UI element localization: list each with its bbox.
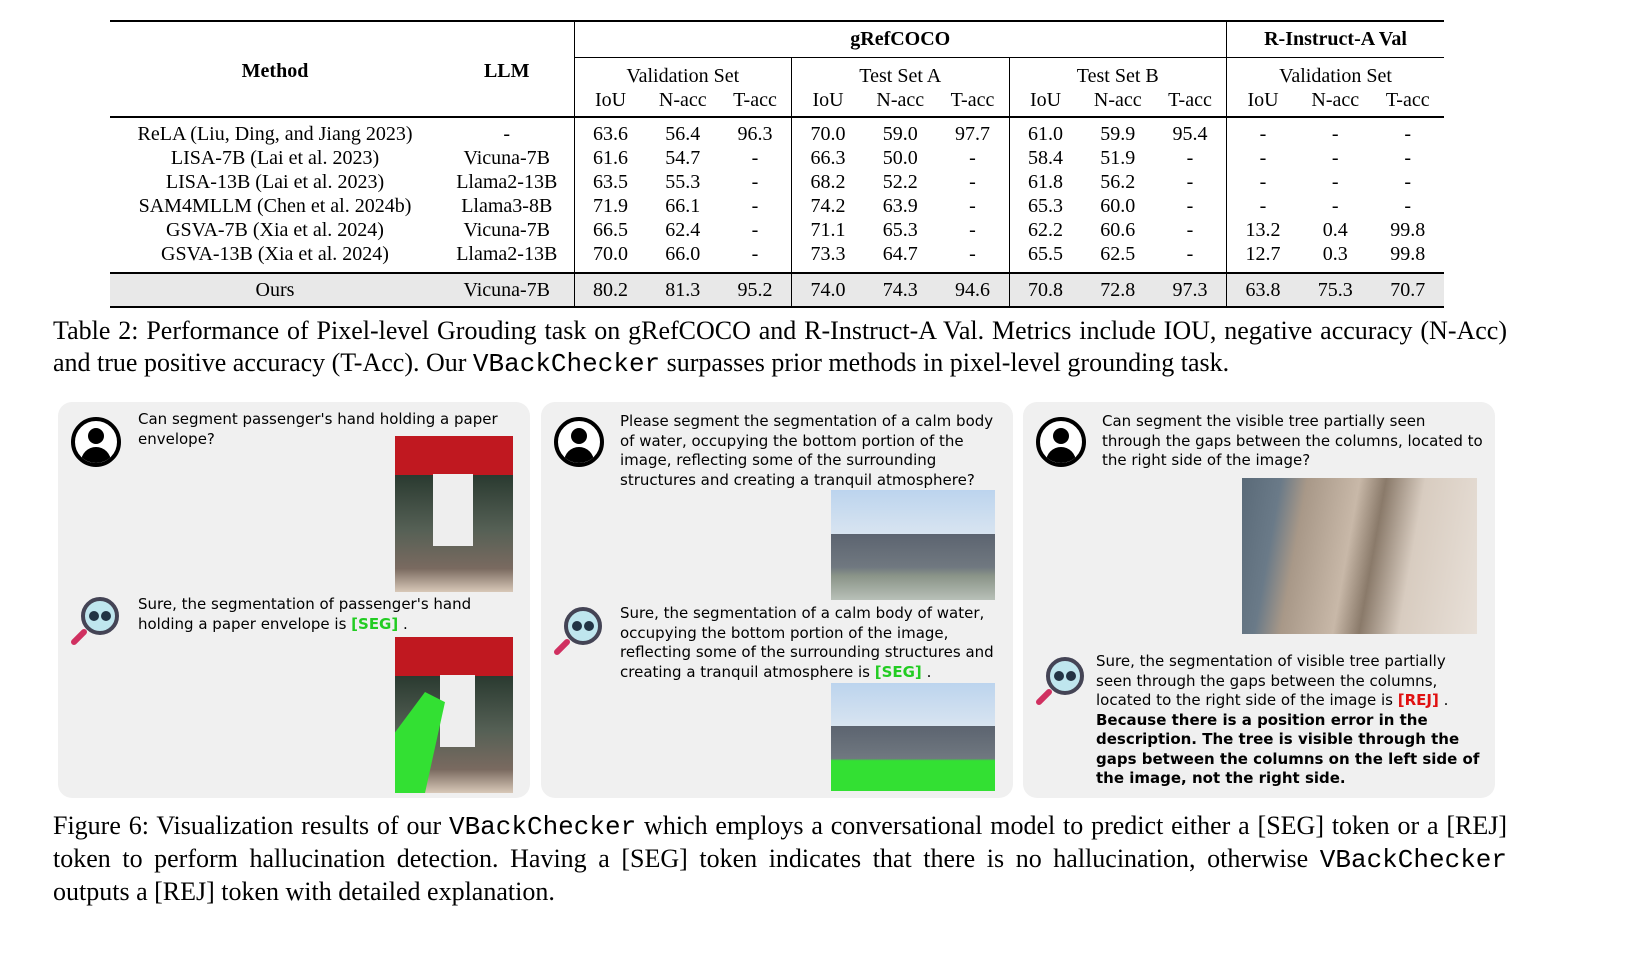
- value-cell: 63.9: [882, 194, 918, 217]
- value-cell: 56.4: [665, 122, 701, 145]
- value-cell: 63.6: [574, 117, 647, 146]
- split-header: Validation Set: [574, 57, 792, 88]
- value-cell: 71.1: [792, 218, 865, 242]
- value-cell: -: [969, 170, 976, 193]
- table-row: [110, 170, 1444, 194]
- seg-token: [SEG]: [874, 662, 922, 681]
- value-cell: 59.0: [882, 122, 918, 145]
- method-cell: ReLA (Liu, Ding, and Jiang 2023): [137, 122, 413, 145]
- metric-header: IoU: [792, 88, 865, 117]
- value-cell: 96.3: [737, 122, 773, 145]
- metric-header: T-acc: [733, 88, 777, 111]
- value-cell: 62.2: [1009, 218, 1082, 242]
- metric-header: T-acc: [1168, 88, 1212, 111]
- value-cell: 62.5: [1100, 242, 1136, 265]
- answer-end: .: [1443, 691, 1449, 709]
- value-cell: -: [751, 194, 759, 217]
- metric-header: N-acc: [1093, 88, 1142, 111]
- figure-caption: [53, 810, 1507, 908]
- input-image: [395, 436, 513, 592]
- value-cell: -: [1186, 170, 1194, 193]
- llm-header: LLM: [440, 21, 574, 117]
- caption-text: Figure 6: Visualization results of our: [53, 811, 449, 840]
- value-cell: 60.0: [1100, 194, 1136, 217]
- value-cell: 94.6: [937, 273, 1010, 307]
- metric-header: IoU: [1009, 88, 1082, 117]
- bot-answer: [138, 595, 518, 634]
- value-cell: 74.3: [864, 273, 937, 307]
- llm-cell: Vicuna-7B: [463, 146, 551, 169]
- value-cell: -: [751, 170, 759, 193]
- value-cell: -: [1331, 122, 1339, 145]
- metric-header: N-acc: [1311, 88, 1360, 111]
- value-cell: 64.7: [882, 242, 918, 265]
- value-cell: -: [969, 146, 976, 169]
- method-header: Method: [110, 21, 440, 117]
- rejection-explanation: Because there is a position error in the description. The tree is visible through the gaps between the columns on the left side of the image, not the right side.: [1096, 710, 1480, 787]
- value-cell: 65.3: [882, 218, 918, 241]
- value-cell: 61.0: [1009, 117, 1082, 146]
- method-cell: Ours: [110, 273, 440, 307]
- dataset-header-grefcoco: gRefCOCO: [574, 21, 1227, 57]
- value-cell: 66.5: [574, 218, 647, 242]
- value-cell: 63.5: [574, 170, 647, 194]
- value-cell: -: [1331, 146, 1339, 169]
- metric-header: IoU: [574, 88, 647, 117]
- caption-text: which employs a conversational model to predict either a [SEG] token or a [REJ] token to perform hallucination detection. Having a [SEG] token indicates that there is no hallucination, otherwise: [53, 811, 1507, 873]
- magnifier-bot-icon: [70, 594, 122, 646]
- metric-header: IoU: [1227, 88, 1300, 117]
- value-cell: 65.5: [1009, 242, 1082, 273]
- answer-text: Sure, the segmentation of a calm body of water, occupying the bottom portion of the image, reflecting some of the surrounding structures and creating a tranquil atmosphere is: [620, 604, 994, 681]
- value-cell: -: [1186, 194, 1194, 217]
- llm-cell: -: [503, 122, 511, 145]
- model-name: VBackChecker: [1319, 845, 1507, 875]
- value-cell: 0.4: [1322, 218, 1348, 241]
- value-cell: 74.0: [792, 273, 865, 307]
- metric-header: N-acc: [658, 88, 707, 111]
- value-cell: -: [1186, 146, 1194, 169]
- value-cell: -: [969, 194, 976, 217]
- value-cell: -: [1186, 218, 1194, 241]
- table-row: [110, 218, 1444, 242]
- value-cell: 70.7: [1372, 273, 1445, 307]
- value-cell: -: [1227, 117, 1300, 146]
- table-row: [110, 273, 1444, 307]
- value-cell: 61.6: [574, 146, 647, 170]
- answer-end: .: [403, 614, 408, 633]
- value-cell: 50.0: [882, 146, 918, 169]
- value-cell: -: [1404, 194, 1412, 217]
- answer-text: Sure, the segmentation of visible tree partially seen through the gaps between the columns, located to the right side of the image is: [1096, 652, 1446, 709]
- value-cell: 51.9: [1100, 146, 1136, 169]
- table-row: [110, 242, 1444, 273]
- llm-cell: Llama3-8B: [461, 194, 553, 217]
- value-cell: 72.8: [1082, 273, 1155, 307]
- table-row: [110, 117, 1444, 146]
- table-caption: [53, 315, 1507, 380]
- metric-header: T-acc: [950, 88, 995, 111]
- value-cell: 97.7: [955, 122, 990, 145]
- dataset-header-rinstruct: R-Instruct-A Val: [1227, 21, 1445, 57]
- value-cell: 73.3: [792, 242, 865, 273]
- llm-cell: Llama2-13B: [456, 242, 558, 265]
- rej-token: [REJ]: [1397, 691, 1439, 709]
- value-cell: 99.8: [1390, 218, 1426, 241]
- user-question: Please segment the segmentation of a calm body of water, occupying the bottom portion of the image, reflecting some of the surrounding structures and creating a tranquil atmosphere?: [620, 412, 994, 489]
- caption-text: surpasses prior methods in pixel-level grounding task.: [660, 348, 1230, 377]
- value-cell: 0.3: [1322, 242, 1348, 265]
- value-cell: -: [1404, 122, 1412, 145]
- method-cell: LISA-13B (Lai et al. 2023): [165, 170, 385, 193]
- user-avatar-icon: [554, 417, 604, 467]
- value-cell: 61.8: [1009, 170, 1082, 194]
- user-avatar-icon: [71, 417, 121, 467]
- magnifier-bot-icon: [1035, 654, 1087, 706]
- method-cell: GSVA-13B (Xia et al. 2024): [161, 242, 389, 265]
- llm-cell: Llama2-13B: [456, 170, 558, 193]
- value-cell: 62.4: [665, 218, 701, 241]
- value-cell: -: [1404, 146, 1412, 169]
- value-cell: 68.2: [792, 170, 865, 194]
- value-cell: 70.8: [1009, 273, 1082, 307]
- bot-answer: [1096, 652, 1481, 789]
- split-header: Validation Set: [1227, 57, 1445, 88]
- value-cell: 74.2: [792, 194, 865, 218]
- value-cell: -: [969, 218, 976, 241]
- model-name: VBackChecker: [472, 349, 661, 379]
- value-cell: -: [1227, 146, 1300, 170]
- seg-token: [SEG]: [351, 614, 399, 633]
- value-cell: -: [751, 218, 759, 241]
- value-cell: 52.2: [882, 170, 918, 193]
- metric-header: T-acc: [1385, 88, 1430, 111]
- results-table: [110, 20, 1444, 308]
- value-cell: 75.3: [1299, 273, 1372, 307]
- example-panel-3: [1023, 402, 1495, 798]
- bot-answer: [620, 604, 1005, 682]
- caption-text: outputs a [REJ] token with detailed explanation.: [53, 877, 555, 906]
- split-header: Test Set B: [1009, 57, 1227, 88]
- value-cell: 58.4: [1009, 146, 1082, 170]
- method-cell: LISA-7B (Lai et al. 2023): [170, 146, 380, 169]
- value-cell: 70.0: [792, 117, 865, 146]
- value-cell: 65.3: [1009, 194, 1082, 218]
- value-cell: 95.2: [719, 273, 792, 307]
- value-cell: -: [751, 242, 759, 265]
- value-cell: 56.2: [1100, 170, 1136, 193]
- value-cell: -: [1227, 194, 1300, 218]
- user-avatar-icon: [1036, 417, 1086, 467]
- answer-text: Sure, the segmentation of passenger's hand holding a paper envelope is: [138, 595, 472, 633]
- table-row: [110, 194, 1444, 218]
- value-cell: -: [1404, 170, 1412, 193]
- segmented-image: [395, 637, 513, 793]
- value-cell: 66.1: [665, 194, 701, 217]
- value-cell: 12.7: [1227, 242, 1300, 273]
- method-cell: SAM4MLLM (Chen et al. 2024b): [138, 194, 412, 217]
- split-header: Test Set A: [792, 57, 1010, 88]
- value-cell: -: [751, 146, 759, 169]
- llm-cell: Vicuna-7B: [440, 273, 574, 307]
- value-cell: -: [1186, 242, 1194, 265]
- value-cell: 66.3: [792, 146, 865, 170]
- value-cell: 80.2: [574, 273, 647, 307]
- magnifier-bot-icon: [553, 604, 605, 656]
- value-cell: 99.8: [1390, 242, 1426, 265]
- value-cell: 71.9: [574, 194, 647, 218]
- value-cell: 13.2: [1227, 218, 1300, 242]
- value-cell: -: [1331, 194, 1339, 217]
- value-cell: 97.3: [1154, 273, 1227, 307]
- value-cell: 59.9: [1100, 122, 1136, 145]
- llm-cell: Vicuna-7B: [463, 218, 551, 241]
- value-cell: 54.7: [665, 146, 701, 169]
- model-name: VBackChecker: [448, 812, 637, 842]
- user-question: Can segment passenger's hand holding a paper envelope?: [138, 410, 498, 448]
- input-image: [1242, 478, 1477, 634]
- table-row: [110, 146, 1444, 170]
- value-cell: 70.0: [574, 242, 647, 273]
- value-cell: -: [969, 242, 976, 265]
- value-cell: 81.3: [647, 273, 720, 307]
- segmented-image: [831, 683, 995, 791]
- example-panel-2: [541, 402, 1013, 798]
- value-cell: -: [1331, 170, 1339, 193]
- value-cell: 60.6: [1100, 218, 1136, 241]
- value-cell: 66.0: [665, 242, 701, 265]
- metric-header: N-acc: [876, 88, 925, 111]
- caption-text: Table 2: Performance of Pixel-level Grouding task on gRefCOCO and R-Instruct-A Val. Metrics include IOU, negative accuracy (N-Acc) and true positive accuracy (T-Acc). Our: [53, 316, 1507, 377]
- method-cell: GSVA-7B (Xia et al. 2024): [166, 218, 384, 241]
- value-cell: 63.8: [1227, 273, 1300, 307]
- value-cell: 55.3: [665, 170, 701, 193]
- answer-end: .: [926, 662, 932, 681]
- input-image: [831, 490, 995, 600]
- user-question: Can segment the visible tree partially seen through the gaps between the columns, located to the right side of the image?: [1102, 412, 1483, 469]
- value-cell: -: [1227, 170, 1300, 194]
- example-panel-1: [58, 402, 530, 798]
- value-cell: 95.4: [1172, 122, 1208, 145]
